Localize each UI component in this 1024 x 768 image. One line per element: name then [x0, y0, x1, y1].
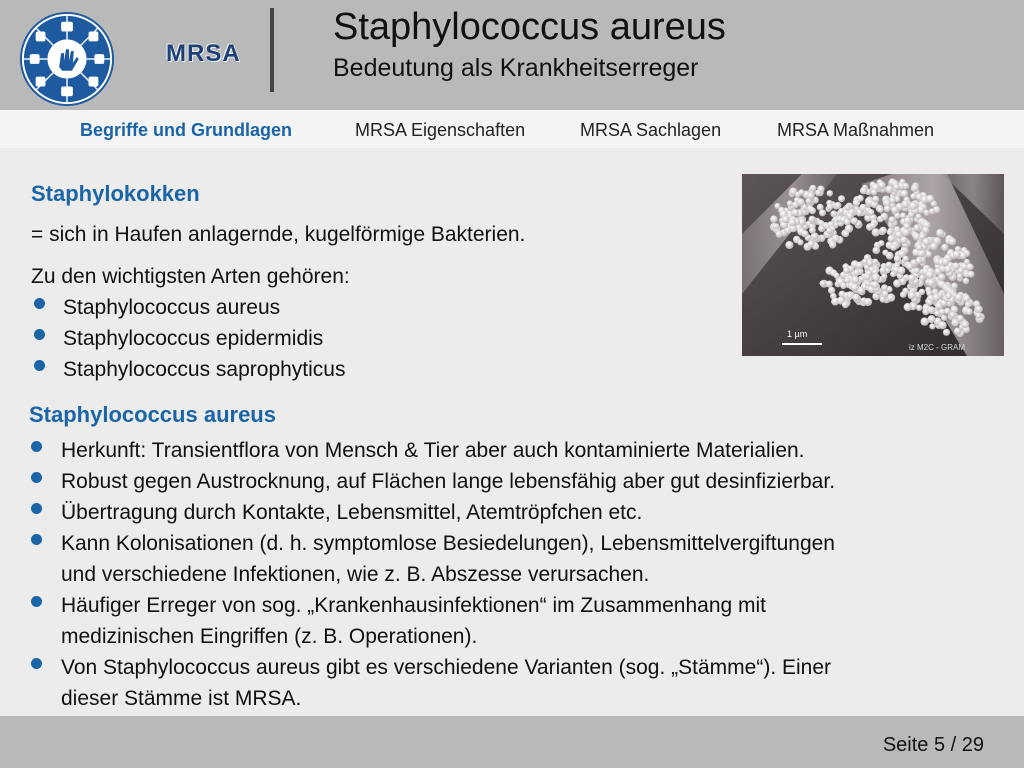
coccus-dot: [851, 276, 859, 284]
coccus-dot: [789, 219, 797, 227]
page-title: Staphylococcus aureus: [333, 6, 726, 48]
coccus-dot: [938, 273, 946, 281]
coccus-dot: [809, 227, 816, 234]
coccus-dot: [901, 200, 909, 208]
coccus-dot: [900, 237, 907, 244]
footer-bar: [0, 716, 1024, 768]
bullet-dot: [31, 596, 42, 607]
coccus-dot: [963, 295, 970, 302]
coccus-dot: [914, 267, 920, 273]
coccus-dot: [819, 209, 826, 216]
coccus-dot: [963, 278, 969, 284]
coccus-dot: [834, 272, 840, 278]
coccus-dot: [843, 231, 850, 238]
coccus-dot: [906, 263, 913, 270]
coccus-dot: [844, 277, 850, 283]
coccus-dot: [890, 244, 897, 251]
coccus-dot: [930, 243, 938, 251]
coccus-dot: [888, 216, 895, 223]
coccus-dot: [877, 216, 884, 223]
nav-item-grundlagen[interactable]: Begriffe und Grundlagen: [80, 120, 293, 140]
section-nav: [0, 110, 1024, 148]
coccus-dot: [948, 238, 956, 246]
coccus-dot: [926, 271, 934, 279]
coccus-dot: [933, 293, 941, 301]
coccus-dot: [950, 312, 956, 318]
coccus-dot: [809, 216, 816, 223]
coccus-dot: [908, 274, 916, 282]
coccus-dot: [919, 289, 925, 295]
bullet-dot: [31, 441, 42, 452]
coccus-dot: [881, 284, 888, 291]
coccus-dot: [904, 303, 912, 311]
coccus-dot: [805, 198, 811, 204]
coccus-dot: [797, 198, 805, 206]
coccus-dot: [818, 225, 825, 232]
coccus-dot: [797, 239, 803, 245]
micrograph-image: [742, 174, 1004, 356]
coccus-dot: [893, 184, 899, 190]
coccus-dot: [809, 185, 816, 192]
list-item: Robust gegen Austrocknung, auf Flächen lange lebensfähig aber gut desinfizierbar.: [61, 470, 836, 493]
coccus-dot: [955, 294, 963, 302]
coccus-dot: [894, 255, 901, 262]
list-item: Übertragung durch Kontakte, Lebensmittel, Atemtröpfchen etc.: [61, 501, 643, 524]
coccus-dot: [770, 215, 778, 223]
list-item: Häufiger Erreger von sog. „Krankenhausinfektionen“ im Zusammenhang mit: [61, 594, 767, 617]
list-item: Herkunft: Transientflora von Mensch & Tier aber auch kontaminierte Materialien.: [61, 439, 805, 462]
coccus-dot: [827, 190, 833, 196]
coccus-dot: [936, 229, 944, 237]
coccus-dot: [908, 292, 916, 300]
coccus-dot: [975, 306, 982, 313]
section-heading-aureus: Staphylococcus aureus: [29, 402, 276, 427]
section-heading-staphylokokken: Staphylokokken: [31, 181, 200, 206]
coccus-dot: [926, 299, 933, 306]
coccus-dot: [851, 283, 859, 291]
coccus-dot: [880, 227, 887, 234]
coccus-dot: [923, 227, 930, 234]
coccus-dot: [953, 251, 961, 259]
coccus-dot: [872, 273, 880, 281]
page-subtitle: Bedeutung als Krankheitserreger: [333, 54, 699, 82]
coccus-dot: [922, 238, 930, 246]
coccus-dot: [846, 212, 854, 220]
coccus-dot: [941, 315, 947, 321]
coccus-dot: [826, 228, 832, 234]
list-item: Von Staphylococcus aureus gibt es verschiedene Varianten (sog. „Stämme“). Einer: [61, 656, 832, 679]
coccus-dot: [914, 224, 921, 231]
list-item: Staphylococcus aureus: [63, 296, 281, 319]
coccus-dot: [872, 196, 879, 203]
coccus-dot: [957, 273, 963, 279]
coccus-dot: [962, 321, 969, 328]
coccus-dot: [843, 267, 850, 274]
coccus-dot: [966, 308, 973, 315]
coccus-dot: [879, 267, 886, 274]
list-item: Staphylococcus saprophyticus: [63, 358, 346, 381]
coccus-dot: [888, 235, 896, 243]
coccus-dot: [908, 212, 914, 218]
coccus-dot: [826, 281, 833, 288]
coccus-dot: [915, 214, 921, 220]
coccus-dot: [774, 203, 780, 209]
coccus-dot: [872, 281, 879, 288]
coccus-dot: [929, 208, 935, 214]
coccus-dot: [941, 244, 948, 251]
coccus-dot: [828, 287, 835, 294]
definition-text: = sich in Haufen anlagernde, kugelförmige Bakterien.: [31, 223, 526, 246]
bullet-dot: [31, 472, 42, 483]
coccus-dot: [895, 231, 902, 238]
header-divider: [270, 8, 274, 92]
coccus-dot: [776, 230, 783, 237]
coccus-dot: [873, 247, 880, 254]
coccus-dot: [853, 199, 860, 206]
coccus-dot: [900, 291, 907, 298]
coccus-dot: [901, 190, 909, 198]
coccus-dot: [878, 240, 884, 246]
bullet-dot: [31, 503, 42, 514]
nav-item-sachlagen[interactable]: MRSA Sachlagen: [580, 120, 722, 140]
coccus-dot: [928, 306, 936, 314]
coccus-dot: [870, 222, 877, 229]
coccus-dot: [864, 298, 872, 306]
coccus-dot: [886, 252, 894, 260]
coccus-dot: [792, 209, 799, 216]
coccus-dot: [975, 312, 981, 318]
coccus-dot: [864, 273, 871, 280]
coccus-dot: [903, 183, 910, 190]
coccus-dot: [858, 288, 865, 295]
coccus-dot: [887, 229, 893, 235]
coccus-dot: [902, 229, 909, 236]
coccus-dot: [856, 262, 864, 270]
coccus-dot: [916, 244, 923, 251]
coccus-dot: [939, 321, 947, 329]
list-item-continuation: dieser Stämme ist MRSA.: [61, 687, 302, 710]
coccus-dot: [827, 204, 834, 211]
coccus-dot: [868, 209, 875, 216]
coccus-dot: [927, 279, 935, 287]
coccus-dot: [891, 206, 898, 213]
coccus-dot: [881, 291, 888, 298]
coccus-dot: [929, 323, 935, 329]
coccus-dot: [811, 233, 818, 240]
scale-label: 1 µm: [787, 329, 808, 339]
coccus-dot: [911, 184, 919, 192]
bullet-dot: [34, 329, 45, 340]
coccus-dot: [945, 293, 952, 300]
coccus-dot: [860, 187, 867, 194]
coccus-dot: [885, 185, 893, 193]
coccus-dot: [785, 241, 793, 249]
coccus-dot: [787, 200, 793, 206]
page-number: Seite 5 / 29: [882, 734, 984, 756]
coccus-dot: [952, 262, 960, 270]
coccus-dot: [798, 189, 804, 195]
intro-text: Zu den wichtigsten Arten gehören:: [31, 265, 350, 288]
header-bar: [0, 0, 1024, 110]
coccus-dot: [838, 195, 845, 202]
coccus-dot: [926, 195, 934, 203]
brand-label: MRSA: [166, 40, 241, 67]
coccus-dot: [916, 257, 923, 264]
coccus-dot: [916, 305, 922, 311]
coccus-dot: [893, 279, 901, 287]
nav-item-massnahmen[interactable]: MRSA Maßnahmen: [777, 120, 935, 140]
list-item: Staphylococcus epidermidis: [63, 327, 324, 350]
coccus-dot: [942, 258, 950, 266]
coccus-dot: [909, 202, 917, 210]
list-item-continuation: medizinischen Eingriffen (z. B. Operationen).: [61, 625, 478, 648]
coccus-dot: [968, 271, 975, 278]
coccus-dot: [840, 283, 846, 289]
coccus-dot: [910, 193, 916, 199]
coccus-dot: [884, 205, 891, 212]
coccus-dot: [872, 259, 878, 265]
coccus-dot: [943, 329, 950, 336]
coccus-dot: [923, 210, 929, 216]
coccus-dot: [890, 271, 896, 277]
coccus-dot: [809, 207, 816, 214]
coccus-dot: [844, 204, 850, 210]
bullet-dot: [34, 360, 45, 371]
coccus-dot: [944, 308, 951, 315]
coccus-dot: [903, 256, 909, 262]
image-credit: iz M2C - GRAM: [909, 343, 965, 352]
bullet-dot: [34, 298, 45, 309]
nav-item-eigenschaften[interactable]: MRSA Eigenschaften: [355, 120, 526, 140]
coccus-dot: [829, 241, 836, 248]
coccus-dot: [815, 190, 821, 196]
coccus-dot: [842, 301, 849, 308]
coccus-dot: [967, 263, 974, 270]
list-item-continuation: und verschiedene Infektionen, wie z. B. Abszesse verursachen.: [61, 563, 650, 586]
logo-badge-icon: [18, 10, 116, 108]
coccus-dot: [801, 230, 808, 237]
coccus-dot: [951, 319, 959, 327]
coccus-dot: [881, 274, 887, 280]
coccus-dot: [773, 223, 779, 229]
coccus-dot: [820, 280, 826, 286]
coccus-dot: [877, 207, 883, 213]
coccus-dot: [871, 189, 877, 195]
list-item: Kann Kolonisationen (d. h. symptomlose Besiedelungen), Lebensmittelvergiftungen: [61, 532, 835, 555]
coccus-dot: [782, 216, 789, 223]
coccus-dot: [886, 262, 893, 269]
coccus-dot: [944, 265, 952, 273]
coccus-dot: [897, 267, 905, 275]
coccus-dot: [807, 241, 814, 248]
bullet-dot: [31, 658, 42, 669]
coccus-dot: [852, 293, 860, 301]
bullet-dot: [31, 534, 42, 545]
coccus-dot: [854, 270, 860, 276]
coccus-dot: [928, 315, 936, 323]
coccus-dot: [834, 202, 841, 209]
